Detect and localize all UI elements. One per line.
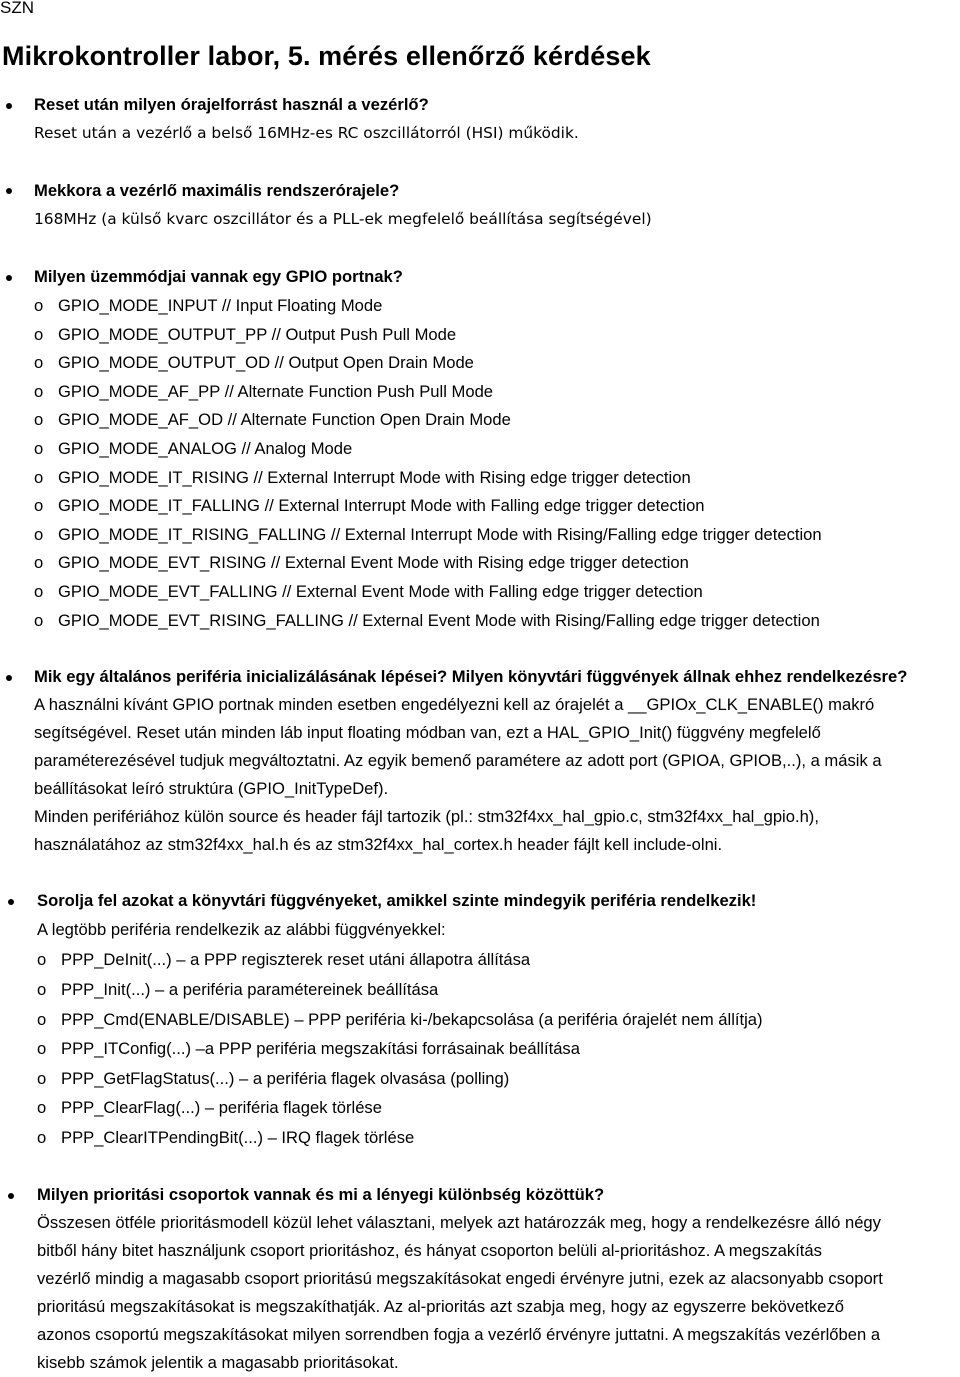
- bullet-icon: [6, 275, 12, 281]
- question-2: Mekkora a vezérlő maximális rendszerórajele?: [34, 181, 400, 200]
- list-item: o PPP_Cmd(ENABLE/DISABLE) – PPP periféria ki-/bekapcsolása (a periféria órajelét nem állítja): [37, 1010, 763, 1029]
- circle-bullet-icon: o: [37, 1010, 47, 1029]
- list-item: o GPIO_MODE_IT_RISING // External Interrupt Mode with Rising edge trigger detection: [34, 468, 691, 487]
- list-item: o GPIO_MODE_IT_RISING_FALLING // External Interrupt Mode with Rising/Falling edge trigger detection: [34, 525, 822, 544]
- answer-2: 168MHz (a külső kvarc oszcillátor és a PLL-ek megfelelő beállítása segítségével): [34, 210, 652, 228]
- list-item: o GPIO_MODE_OUTPUT_OD // Output Open Drain Mode: [34, 353, 474, 372]
- question-1: Reset után milyen órajelforrást használ a vezérlő?: [34, 95, 429, 114]
- list-item: o PPP_ITConfig(...) –a PPP periféria megszakítási forrásainak beállítása: [37, 1039, 580, 1058]
- list-item: o GPIO_MODE_ANALOG // Analog Mode: [34, 439, 353, 458]
- list-item: o GPIO_MODE_OUTPUT_PP // Output Push Pull Mode: [34, 325, 457, 344]
- answer-1: Reset után a vezérlő a belső 16MHz-es RC oszcillátorról (HSI) működik.: [34, 124, 579, 142]
- circle-bullet-icon: o: [34, 325, 44, 344]
- circle-bullet-icon: o: [37, 1039, 47, 1058]
- list-item: o PPP_GetFlagStatus(...) – a periféria flagek olvasása (polling): [37, 1069, 510, 1088]
- answer-4: A használni kívánt GPIO portnak minden esetben engedélyezni kell az órajelét a __GPIOx_CLK_ENABLE() makró segítségével. Reset után minden láb input floating módban van, ezt a HAL_GPIO_Init() függvény megfelelő paraméterezésével tudjuk megváltoztatni. Az egyik bemenő paramétere az adott port (GPIOA, GPIOB,..), a másik a beállításokat leíró struktúra (GPIO_InitTypeDef). Minden perifériához külön source és header fájl tartozik (pl.: stm32f4xx_hal_gpio.c, stm32f4xx_hal_gpio.h), használatához az stm32f4xx_hal.h és az stm32f4xx_hal_cortex.h header fájlt kell include-olni.: [34, 695, 882, 854]
- circle-bullet-icon: o: [34, 525, 44, 544]
- circle-bullet-icon: o: [34, 353, 44, 372]
- header-tag: SZN: [0, 0, 34, 17]
- page-title: Mikrokontroller labor, 5. mérés ellenőrző kérdések: [2, 41, 651, 71]
- bullet-icon: [6, 188, 12, 194]
- list-item: o GPIO_MODE_INPUT // Input Floating Mode: [34, 296, 383, 315]
- circle-bullet-icon: o: [34, 296, 44, 315]
- circle-bullet-icon: o: [34, 439, 44, 458]
- list-item: o GPIO_MODE_AF_OD // Alternate Function Open Drain Mode: [34, 410, 511, 429]
- list-item: o GPIO_MODE_EVT_RISING_FALLING // External Event Mode with Rising/Falling edge trigger detection: [34, 611, 820, 630]
- question-4: Mik egy általános periféria inicializálásának lépései? Milyen könyvtári függvények állnak ehhez rendelkezésre?: [34, 667, 908, 686]
- bullet-icon: [8, 1193, 14, 1199]
- circle-bullet-icon: o: [37, 1069, 47, 1088]
- circle-bullet-icon: o: [34, 410, 44, 429]
- list-item: o PPP_ClearFlag(...) – periféria flagek törlése: [37, 1098, 382, 1117]
- bullet-icon: [6, 103, 12, 109]
- circle-bullet-icon: o: [37, 1098, 47, 1117]
- circle-bullet-icon: o: [34, 382, 44, 401]
- question-3: Milyen üzemmódjai vannak egy GPIO portnak?: [34, 267, 403, 286]
- list-item: o GPIO_MODE_IT_FALLING // External Interrupt Mode with Falling edge trigger detection: [34, 496, 705, 515]
- circle-bullet-icon: o: [34, 468, 44, 487]
- list-item: o GPIO_MODE_AF_PP // Alternate Function Push Pull Mode: [34, 382, 494, 401]
- question-6: Milyen prioritási csoportok vannak és mi a lényegi különbség közöttük?: [37, 1185, 605, 1204]
- circle-bullet-icon: o: [37, 980, 47, 999]
- circle-bullet-icon: o: [34, 553, 44, 572]
- list-item: o PPP_DeInit(...) – a PPP regiszterek reset utáni állapotra állítása: [37, 950, 531, 969]
- list-item: o PPP_Init(...) – a periféria paramétereinek beállítása: [37, 980, 439, 999]
- circle-bullet-icon: o: [34, 496, 44, 515]
- circle-bullet-icon: o: [37, 950, 47, 969]
- answer-6: Összesen ötféle prioritásmodell közül lehet választani, melyek azt határozzák meg, hogy a rendelkezésre álló négy bitből hány bitet használjunk csoport prioritáshoz, és hányat csoporton belüli al-prioritáshoz. A megszakítás vezérlő mindig a magasabb csoport prioritású megszakításokat engedi érvényre jutni, ezek az alacsonyabb csoport prioritású megszakításokat is megszakíthatják. Az al-prioritás azt szabja meg, hogy az egyszerre bekövetkező azonos csoportú megszakításokat milyen sorrendben fogja a vezérlő érvényre juttatni. A megszakítás vezérlőben a kisebb számok jelentik a magasabb prioritásokat.: [37, 1213, 883, 1372]
- circle-bullet-icon: o: [34, 611, 44, 630]
- question-5: Sorolja fel azokat a könyvtári függvényeket, amikkel szinte mindegyik periféria rendelkezik!: [37, 891, 757, 910]
- bullet-icon: [6, 675, 12, 681]
- circle-bullet-icon: o: [34, 582, 44, 601]
- list-item: o PPP_ClearITPendingBit(...) – IRQ flagek törlése: [37, 1128, 415, 1147]
- circle-bullet-icon: o: [37, 1128, 47, 1147]
- list-item: o GPIO_MODE_EVT_RISING // External Event Mode with Rising edge trigger detection: [34, 553, 689, 572]
- answer-5-intro: A legtöbb periféria rendelkezik az alábbi függvényekkel:: [37, 920, 446, 939]
- bullet-icon: [8, 899, 14, 905]
- list-item: o GPIO_MODE_EVT_FALLING // External Event Mode with Falling edge trigger detection: [34, 582, 703, 601]
